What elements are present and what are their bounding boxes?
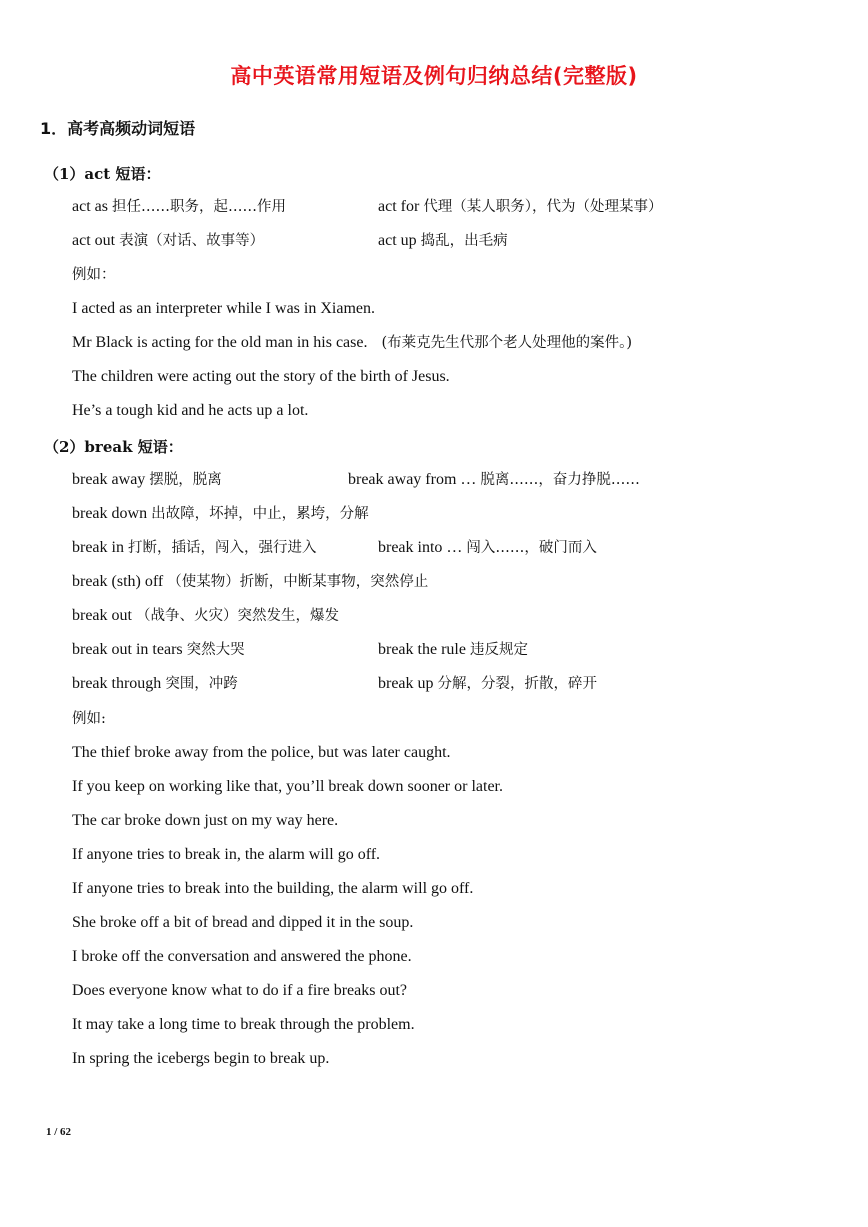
phrase-break-out-in-tears (72, 640, 245, 660)
phrase-zh: 违反规定 (469, 642, 528, 658)
phrase-act-up (378, 231, 508, 251)
phrase-break-up (378, 674, 597, 694)
example-sentence: He’s a tough kid and he acts up a lot. (72, 402, 309, 419)
phrase-break-off (72, 572, 428, 592)
example-sentence (72, 333, 632, 353)
phrase-zh: 突围，冲跨 (165, 676, 238, 692)
example-sentence: It may take a long time to break through the problem. (72, 1016, 415, 1033)
phrase-break-down (72, 504, 369, 524)
phrase-act-for (378, 197, 663, 217)
break-heading: （2）break 短语： (44, 438, 183, 456)
phrase-act-as (72, 197, 286, 217)
example-sentence: I acted as an interpreter while I was in Xiamen. (72, 300, 375, 317)
phrase-break-into (378, 538, 597, 558)
phrase-en: break out (72, 607, 132, 624)
example-sentence: The children were acting out the story of the birth of Jesus. (72, 368, 450, 385)
phrase-zh: （使某物）折断，中断某事物，突然停止 (167, 574, 429, 590)
phrase-en: break up (378, 675, 434, 692)
phrase-en: break in (72, 539, 124, 556)
example-sentence: Does everyone know what to do if a fire breaks out? (72, 982, 407, 999)
phrase-en: break the rule (378, 641, 466, 658)
phrase-en: break out in tears (72, 641, 183, 658)
phrase-zh: 摆脱，脱离 (149, 472, 222, 488)
section-heading: 1．高考高频动词短语 (40, 119, 196, 138)
phrase-en: break down (72, 505, 148, 522)
example-sentence: She broke off a bit of bread and dipped it in the soup. (72, 914, 414, 931)
example-translation: (布莱克先生代那个老人处理他的案件。) (381, 335, 633, 351)
phrase-en: act up (378, 232, 417, 249)
act-heading: （1）act 短语： (44, 165, 161, 183)
example-en: Mr Black is acting for the old man in his case. (72, 334, 368, 351)
example-sentence: In spring the icebergs begin to break up. (72, 1050, 330, 1067)
phrase-act-out (72, 231, 264, 251)
phrase-en: break (sth) off (72, 573, 164, 590)
phrase-en: break away from … (348, 471, 477, 488)
example-sentence: If you keep on working like that, you’ll break down sooner or later. (72, 778, 503, 795)
example-sentence: The car broke down just on my way here. (72, 812, 339, 829)
phrase-zh: 捣乱，出毛病 (420, 233, 508, 249)
phrase-en: break away (72, 471, 146, 488)
example-sentence: If anyone tries to break into the building, the alarm will go off. (72, 880, 474, 897)
phrase-break-the-rule (378, 640, 528, 660)
phrase-zh: 突然大哭 (186, 642, 245, 658)
document-title: 高中英语常用短语及例句归纳总结(完整版) (230, 64, 638, 88)
example-sentence: If anyone tries to break in, the alarm will go off. (72, 846, 381, 863)
phrase-break-in (72, 538, 316, 558)
example-sentence: The thief broke away from the police, but was later caught. (72, 744, 451, 761)
phrase-zh: 分解，分裂，折散，碎开 (437, 676, 598, 692)
phrase-zh: 担任……职务，起……作用 (111, 199, 286, 215)
phrase-en: act out (72, 232, 116, 249)
page-number: 1 / 62 (46, 1126, 72, 1138)
example-sentence: I broke off the conversation and answered the phone. (72, 948, 412, 965)
phrase-break-through (72, 674, 238, 694)
phrase-zh: 闯入……，破门而入 (466, 540, 597, 556)
phrase-zh: 表演（对话、故事等） (119, 233, 265, 249)
phrase-zh: 脱离……，奋力挣脱…… (480, 472, 640, 488)
phrase-en: break through (72, 675, 162, 692)
phrase-break-out (72, 606, 339, 626)
phrase-break-away-from (348, 470, 640, 490)
phrase-zh: 出故障，坏掉，中止，累垮，分解 (151, 506, 369, 522)
example-label: 例如： (72, 267, 116, 283)
phrase-en: act as (72, 198, 108, 215)
phrase-zh: 代理（某人职务），代为（处理某事） (423, 199, 663, 215)
example-label: 例如: (72, 711, 106, 727)
phrase-zh: 打断，插话，闯入，强行进入 (127, 540, 317, 556)
phrase-en: break into … (378, 539, 463, 556)
phrase-break-away (72, 470, 222, 490)
phrase-zh: （战争、火灾）突然发生，爆发 (135, 608, 339, 624)
phrase-en: act for (378, 198, 420, 215)
